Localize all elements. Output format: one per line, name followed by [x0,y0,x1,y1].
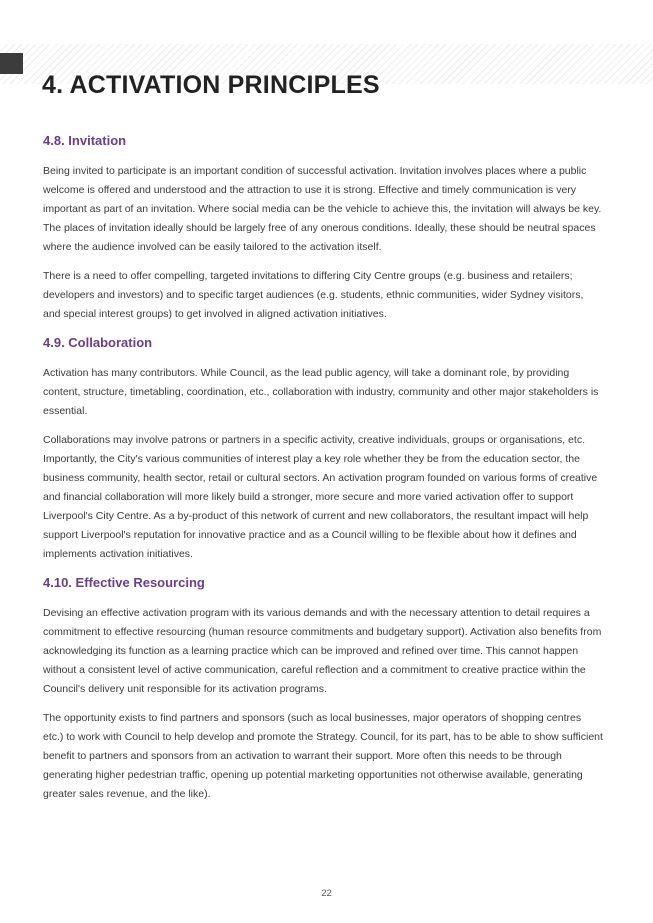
section-heading-invitation: 4.8. Invitation [43,133,127,148]
invitation-paragraph-1: Being invited to participate is an important condition of successful activation. Invitation involves places where a public welcome is offered and understood and the attraction to use it is strong. Effective and timely communication is very important as part of an invitation. Where social media can be the vehicle to achieve this, the invitation will always be key. The places of invitation ideally should be largely free of any onerous conditions. Ideally, these should be neutral spaces where the audience involved can be easily tailored to the activation itself. [43,165,602,253]
page-number: 22 [321,888,332,899]
document-body [43,131,603,804]
collaboration-paragraph-1: Activation has many contributors. While Council, as the lead public agency, will take a dominant role, by providing content, structure, timetabling, coordination, etc., collaboration with industry, community and other major stakeholders is essential. [43,367,599,417]
section-heading-effective-resourcing: 4.10. Effective Resourcing [43,575,205,590]
resourcing-paragraph-1: Devising an effective activation program with its various demands and with the necessary attention to detail requires a commitment to effective resourcing (human resource commitments and budgetary support). Activation also benefits from acknowledging its function as a learning practice which can be improved and refined over time. This cannot happen without a consistent level of active communication, careful reflection and a commitment to creative practice within the Council's delivery unit responsible for its activation programs. [43,607,602,695]
collaboration-paragraph-2: Collaborations may involve patrons or partners in a specific activity, creative individuals, groups or organisations, etc. Importantly, the City's various communities of interest play a key role whether they be from the education sector, the business community, health sector, retail or cultural sectors. An activation program founded on various forms of creative and financial collaboration will more likely build a stronger, more secure and more varied activation offer to support Liverpool's City Centre. As a by-product of this network of current and new collaborators, the resultant impact will help support Liverpool's reputation for innovative practice and as a Council willing to be flexible about how it defines and implements activation initiatives. [43,434,598,560]
invitation-paragraph-2: There is a need to offer compelling, targeted invitations to differing City Centre groups (e.g. business and retailers; developers and investors) and to specific target audiences (e.g. students, ethnic communities, wider Sydney visitors, and special interest groups) to get involved in aligned activation initiatives. [43,270,584,320]
header-marker [0,53,23,74]
page-title: 4. ACTIVATION PRINCIPLES [42,70,380,99]
section-heading-collaboration: 4.9. Collaboration [43,335,153,350]
resourcing-paragraph-2: The opportunity exists to find partners and sponsors (such as local businesses, major operators of shopping centres etc.) to work with Council to help develop and promote the Strategy. Council, for its part, has to be able to show sufficient benefit to partners and sponsors from an activation to warrant their support. More often this needs to be through generating higher pedestrian traffic, opening up potential marketing opportunities not otherwise available, generating greater sales revenue, and the like). [43,712,603,800]
